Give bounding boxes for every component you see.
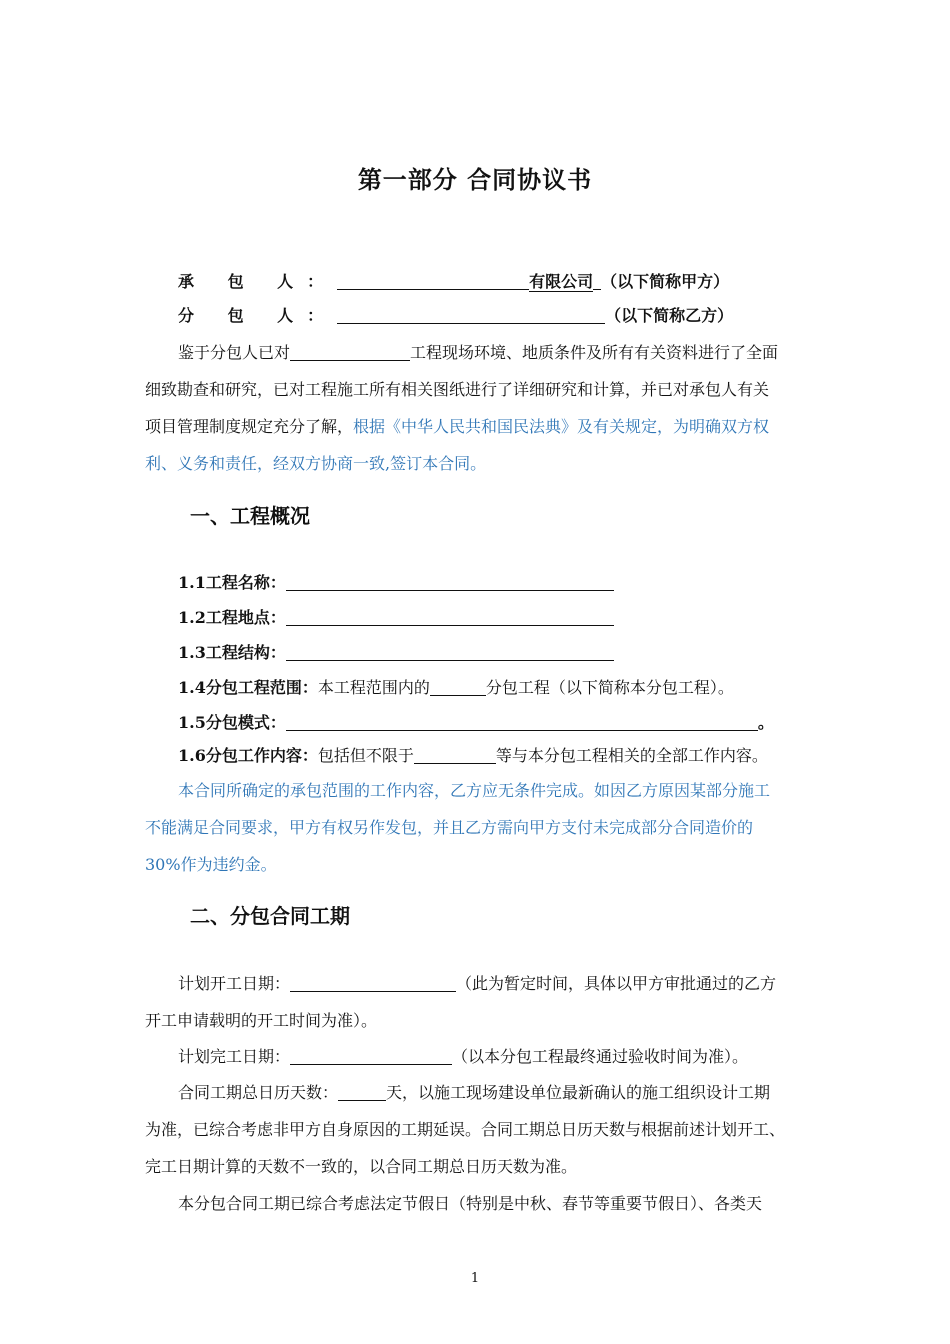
item-1-2 <box>178 607 614 629</box>
item-label: 1.1工程名称： <box>178 573 286 592</box>
intro-line-4: 利、义务和责任，经双方协商一致,签订本合同。 <box>145 454 487 473</box>
subcontractor-alias: （以下简称乙方） <box>605 306 734 325</box>
project-structure-blank <box>286 644 614 661</box>
item-text: 等与本分包工程相关的全部工作内容。 <box>495 746 768 765</box>
project-blank <box>290 344 410 361</box>
duration-text: 天，以施工现场建设单位最新确认的施工组织设计工期 <box>386 1083 771 1102</box>
section-heading-1: 一、工程概况 <box>190 504 310 528</box>
intro-legal-basis: 根据《中华人民共和国民法典》及有关规定，为明确双方权 <box>353 417 770 436</box>
item-label: 1.6分包工作内容： <box>178 746 318 765</box>
duration-label: 合同工期总日历天数： <box>178 1083 339 1102</box>
work-content-blank <box>414 747 496 764</box>
end-date-note: （以本分包工程最终通过验收时间为准）。 <box>452 1047 749 1066</box>
contractor-blank-tail <box>593 273 601 290</box>
item-1-6 <box>178 745 768 767</box>
subcontractor-blank <box>337 307 605 324</box>
holiday-line: 本分包合同工期已综合考虑法定节假日（特别是中秋、春节等重要节假日）、各类天 <box>178 1194 763 1213</box>
page-number: 1 <box>470 1271 480 1286</box>
item-text: 。 <box>757 713 774 732</box>
end-date-blank <box>290 1048 452 1065</box>
duration-blank <box>338 1084 386 1101</box>
mode-blank <box>286 714 758 731</box>
intro-text: 鉴于分包人已对 <box>178 343 291 362</box>
intro-text: 工程现场环境、地质条件及所有有关资料进行了全面 <box>410 343 779 362</box>
intro-text: 项目管理制度规定充分了解， <box>145 417 354 436</box>
subcontractor-label: 分 包 人： <box>178 306 338 325</box>
contractor-label: 承 包 人： <box>178 272 338 291</box>
project-location-blank <box>286 609 614 626</box>
item-1-3 <box>178 642 614 664</box>
start-date-note: （此为暂定时间，具体以甲方审批通过的乙方 <box>456 974 777 993</box>
contractor-blank <box>337 273 529 290</box>
start-date-line <box>178 973 776 995</box>
end-date-label: 计划完工日期： <box>178 1047 291 1066</box>
penalty-note-line-1: 本合同所确定的承包范围的工作内容，乙方应无条件完成。如因乙方原因某部分施工 <box>178 781 771 800</box>
start-date-line-2: 开工申请载明的开工时间为准）。 <box>145 1011 378 1030</box>
item-text: 包括但不限于 <box>317 746 414 765</box>
intro-line-1 <box>178 342 778 364</box>
item-1-1 <box>178 572 614 594</box>
duration-line-2: 为准，已综合考虑非甲方自身原因的工期延误。合同工期总日历天数与根据前述计划开工、 <box>145 1120 786 1139</box>
item-text: 本工程范围内的 <box>317 678 430 697</box>
contractor-alias: （以下简称甲方） <box>601 272 730 291</box>
item-label: 1.4分包工程范围： <box>178 678 318 697</box>
start-date-label: 计划开工日期： <box>178 974 291 993</box>
duration-line-1 <box>178 1082 770 1104</box>
item-label: 1.2工程地点： <box>178 608 286 627</box>
penalty-note-line-2: 不能满足合同要求，甲方有权另作发包，并且乙方需向甲方支付未完成部分合同造价的 <box>145 818 754 837</box>
item-text: 分包工程（以下简称本分包工程）。 <box>485 678 734 697</box>
penalty-note-line-3: 30%作为违约金。 <box>145 855 277 874</box>
item-1-4 <box>178 677 734 699</box>
page-title: 第一部分 合同协议书 <box>357 165 593 194</box>
contractor-company: 有限公司 <box>529 272 594 291</box>
item-label: 1.5分包模式： <box>178 713 286 732</box>
duration-line-3: 完工日期计算的天数不一致的，以合同工期总日历天数为准。 <box>145 1157 578 1176</box>
contractor-line <box>178 271 729 293</box>
intro-line-3 <box>145 416 769 438</box>
project-name-blank <box>286 574 614 591</box>
section-heading-2: 二、分包合同工期 <box>190 904 350 928</box>
subcontractor-line <box>178 305 733 327</box>
item-label: 1.3工程结构： <box>178 643 286 662</box>
item-1-5 <box>178 712 774 734</box>
intro-line-2: 细致勘查和研究，已对工程施工所有相关图纸进行了详细研究和计算，并已对承包人有关 <box>145 380 770 399</box>
scope-blank <box>430 679 486 696</box>
start-date-blank <box>290 975 456 992</box>
end-date-line <box>178 1046 748 1068</box>
